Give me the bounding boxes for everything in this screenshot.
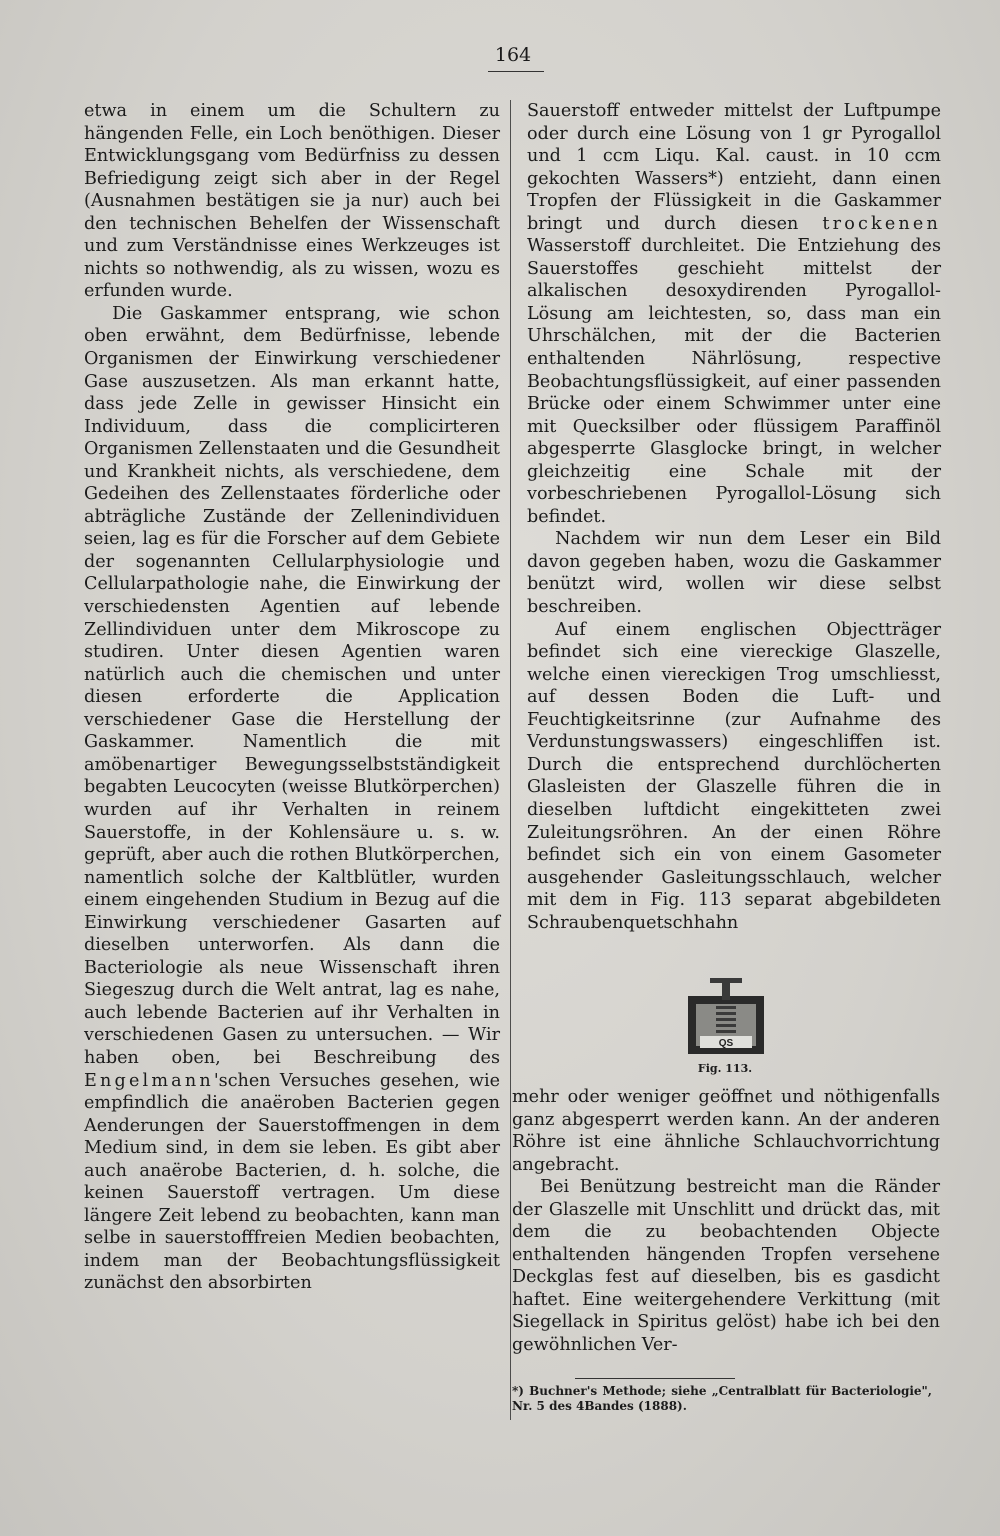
right-column	[527, 100, 941, 934]
right-paragraph-1	[527, 100, 941, 528]
figure-label: QS	[718, 1038, 734, 1049]
screw-clamp-figure	[686, 978, 766, 1058]
engelmann-name: Engelmann	[84, 1070, 214, 1091]
footnote-rule	[575, 1378, 735, 1379]
footnote: *) Buchner's Methode; siehe „Centralblatt für Bacteriologie", Nr. 5 des 4Bandes (1888).	[512, 1384, 932, 1413]
right-p1-start: Sauerstoff entweder mittelst der Luftpumpe oder durch eine Lösung von 1 gr Pyrogallol und 1 ccm Liqu. Kal. caust. in 10 ccm gekochten Wassers*) entzieht, dann einen Tropfen der Flüssigkeit in die Gaskammer bringt und durch diesen	[527, 101, 941, 234]
left-paragraph-1: etwa in einem um die Schultern zu hängenden Felle, ein Loch benöthigen. Dieser Entwicklungsgang vom Bedürfniss zu dessen Befriedigung zeigt sich aber in der Regel (Ausnahmen bestätigen sie ja nur) auch bei den technischen Behelfen der Wissenschaft und zum Verständnisse eines Werkzeuges ist nichts so nothwendig, als zu wissen, wozu es erfunden wurde.	[84, 101, 500, 302]
left-paragraph-2-text: Die Gaskammer entsprang, wie schon oben erwähnt, dem Bedürfnisse, lebende Organismen der Einwirkung verschiedener Gase auszusetzen. Als man erkannt hatte, dass jede Zelle in gewisser Hinsicht ein Individuum, dass die complicirteren Organismen Zellenstaaten und die Gesundheit und Krankheit nichts, als verschiedene, dem Gedeihen des Zellenstaates förderliche oder abträgliche Zustände der Zellenindividuen seien, lag es für die Forscher auf dem Gebiete der sogenannten Cellularphysiologie und Cellularpathologie nahe, die Einwirkung der verschiedensten Agentien auf lebende Zellindividuen unter dem Mikroscope zu studiren. Unter diesen Agentien waren natürlich auch die chemischen und unter diesen erforderte die Application verschiedener Gase die Herstellung der Gaskammer. Namentlich die mit amöbenartiger Bewegungsselbstständigkeit begabten Leucocyten (weisse Blutkörperchen) wurden auf ihr Verhalten in reinem Sauerstoffe, in der Kohlensäure u. s. w. geprüft, aber auch die rothen Blutkörperchen, namentlich solche der Kaltblütler, wurden einem eingehenden Studium in Bezug auf die Einwirkung verschiedener Gasarten auf dieselben unterworfen. Als dann die Bacteriologie als neue Wissenschaft ihren Siegeszug durch die Welt antrat, lag es nahe, auch lebende Bacterien auf ihr Verhalten in verschiedenen Gasen zu untersuchen. — Wir haben oben, bei Beschreibung des	[84, 303, 500, 1068]
page-number: 164	[494, 44, 532, 66]
left-paragraph-2-end: 'schen Versuches gesehen, wie empfindlich die anaëroben Bacterien gegen Aenderungen der Sauerstoffmengen in dem Medium sind, in dem sie leben. Es gibt aber auch anaërobe Bacterien, d. h. solche, die keinen Sauerstoff vertragen. Um diese längere Zeit lebend zu beobachten, kann man selbe in sauerstofffreien Medien beobachten, indem man der Beobachtungsflüssigkeit zunächst den absorbirten	[84, 1070, 500, 1294]
right-paragraph-4: mehr oder weniger geöffnet und nöthigenfalls ganz abgesperrt werden kann. An der anderen Röhre ist eine ähnliche Schlauchvorrichtung angebracht.	[512, 1087, 940, 1175]
right-column-continued	[512, 1086, 940, 1357]
figure-caption: Fig. 113.	[697, 1062, 753, 1075]
right-paragraph-3: Auf einem englischen Objectträger befindet sich eine viereckige Glaszelle, welche einen viereckigen Trog umschliesst, auf dessen Boden die Luft- und Feuchtigkeitsrinne (zur Aufnahme des Verdunstungswassers) eingeschliffen ist. Durch die entsprechend durchlöcherten Glasleisten der Glaszelle führen die in dieselben luftdicht eingekitteten zwei Zuleitungsröhren. An der einen Röhre befindet sich ein von einem Gasometer ausgehender Gasleitungsschlauch, welcher mit dem in Fig. 113 separat abgebildeten Schraubenquetschhahn	[527, 619, 941, 933]
left-paragraph-2	[84, 303, 500, 1295]
right-p1-end: Wasserstoff durchleitet. Die Entziehung des Sauerstoffes geschieht mittelst der alkalischen desoxydirenden Pyrogallol-Lösung am leichtesten, so, dass man ein Uhrschälchen, mit der die Bacterien enthaltenden Nährlösung, respective Beobachtungsflüssigkeit, auf einer passenden Brücke oder einem Schwimmer unter eine mit Quecksilber oder flüssigem Paraffinöl abgesperrte Glasglocke bringt, in welcher gleichzeitig eine Schale mit der vorbeschriebenen Pyrogallol-Lösung sich befindet.	[527, 236, 941, 527]
right-paragraph-5: Bei Benützung bestreicht man die Ränder der Glaszelle mit Unschlitt und drückt das, mit dem die zu beobachtenden Objecte enthaltenden hängenden Tropfen versehene Deckglas fest auf dieselben, bis es gasdicht haftet. Eine weitergehendere Verkittung (mit Siegellack in Spiritus gelöst) habe ich bei den gewöhnlichen Ver-	[512, 1177, 940, 1356]
column-divider	[510, 100, 511, 1420]
left-column	[84, 100, 500, 1295]
page-number-rule	[488, 71, 544, 72]
right-paragraph-2: Nachdem wir nun dem Leser ein Bild davon gegeben haben, wozu die Gaskammer benützt wird, wollen wir diese selbst beschreiben.	[527, 529, 941, 618]
spaced-word-trockenen: trockenen	[822, 213, 941, 234]
